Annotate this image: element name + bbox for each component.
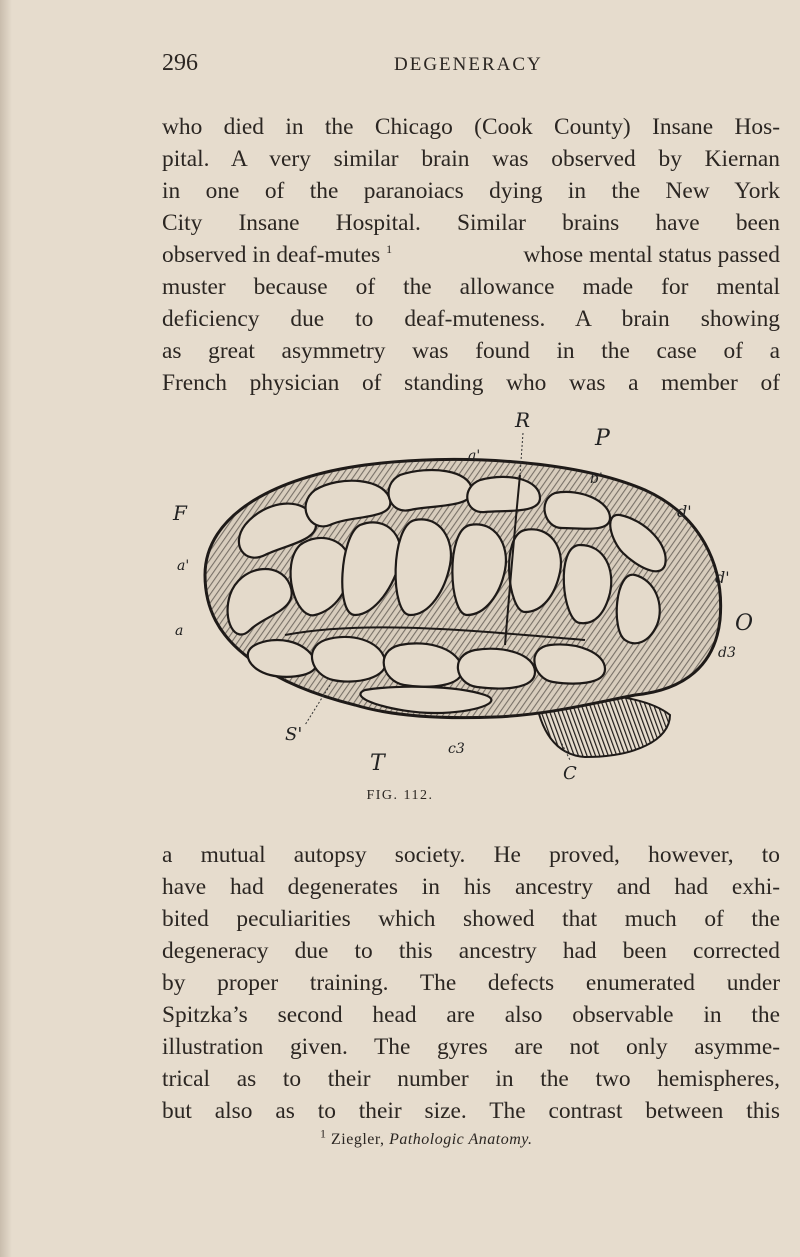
text-line: who died in the Chicago (Cook County) Insane Hos- <box>162 114 780 140</box>
text-line: muster because of the allowance made for mental <box>162 274 780 300</box>
text-line: deficiency due to deaf-muteness. A brain showing <box>162 306 780 332</box>
text-segment: observed in deaf-mutes <box>162 242 381 268</box>
text-line: in one of the paranoiacs dying in the New York <box>162 178 780 204</box>
paragraph-2 <box>162 839 780 1127</box>
label-d3: d3 <box>718 645 736 661</box>
label-a-prime: a' <box>468 448 481 464</box>
text-line: trical as to their number in the two hemispheres, <box>162 1066 780 1092</box>
text-line: pital. A very similar brain was observed by Kiernan <box>162 146 780 172</box>
text-line <box>162 239 780 271</box>
brain-engraving <box>165 405 765 785</box>
footnote <box>320 1126 533 1149</box>
label-P: P <box>595 426 610 451</box>
label-d1: d' <box>715 568 730 587</box>
page-number: 296 <box>162 50 198 76</box>
label-R: R <box>515 408 531 432</box>
label-a-prime-left: a' <box>177 558 190 574</box>
label-O: O <box>735 611 754 636</box>
text-line: but also as to their size. The contrast between this <box>162 1098 780 1124</box>
page-header <box>162 50 782 86</box>
label-a-left: a <box>175 623 184 639</box>
paragraph-1 <box>162 111 780 399</box>
label-d-prime: d' <box>677 502 692 521</box>
footnote-title: Pathologic Anatomy. <box>389 1131 533 1148</box>
text-line: bited peculiarities which showed that much of the <box>162 906 780 932</box>
label-b-prime: b' <box>590 471 603 487</box>
figure-caption: FIG. 112. <box>366 788 434 803</box>
label-T: T <box>370 751 385 776</box>
text-line: have had degenerates in his ancestry and had exhi- <box>162 874 780 900</box>
text-line: degeneracy due to this ancestry had been corrected <box>162 938 780 964</box>
text-line: City Insane Hospital. Similar brains have been <box>162 210 780 236</box>
label-F: F <box>173 501 187 525</box>
label-S: S' <box>285 724 303 745</box>
footnote-reference: 1 <box>386 242 393 257</box>
text-line: French physician of standing who was a member of <box>162 370 780 396</box>
running-head: DEGENERACY <box>394 54 543 75</box>
brain-illustration <box>165 405 765 785</box>
text-line: as great asymmetry was found in the case of a <box>162 338 780 364</box>
text-line: a mutual autopsy society. He proved, however, to <box>162 842 780 868</box>
label-C: C <box>563 763 577 784</box>
footnote-marker: 1 <box>320 1126 327 1141</box>
label-c3: c3 <box>448 741 465 757</box>
text-segment: whose mental status passed <box>523 242 780 268</box>
footnote-author: Ziegler, <box>331 1131 385 1148</box>
text-line: illustration given. The gyres are not only asymme- <box>162 1034 780 1060</box>
text-line: Spitzka’s second head are also observable in the <box>162 1002 780 1028</box>
text-line: by proper training. The defects enumerated under <box>162 970 780 996</box>
page-spine-shadow <box>0 0 12 1257</box>
